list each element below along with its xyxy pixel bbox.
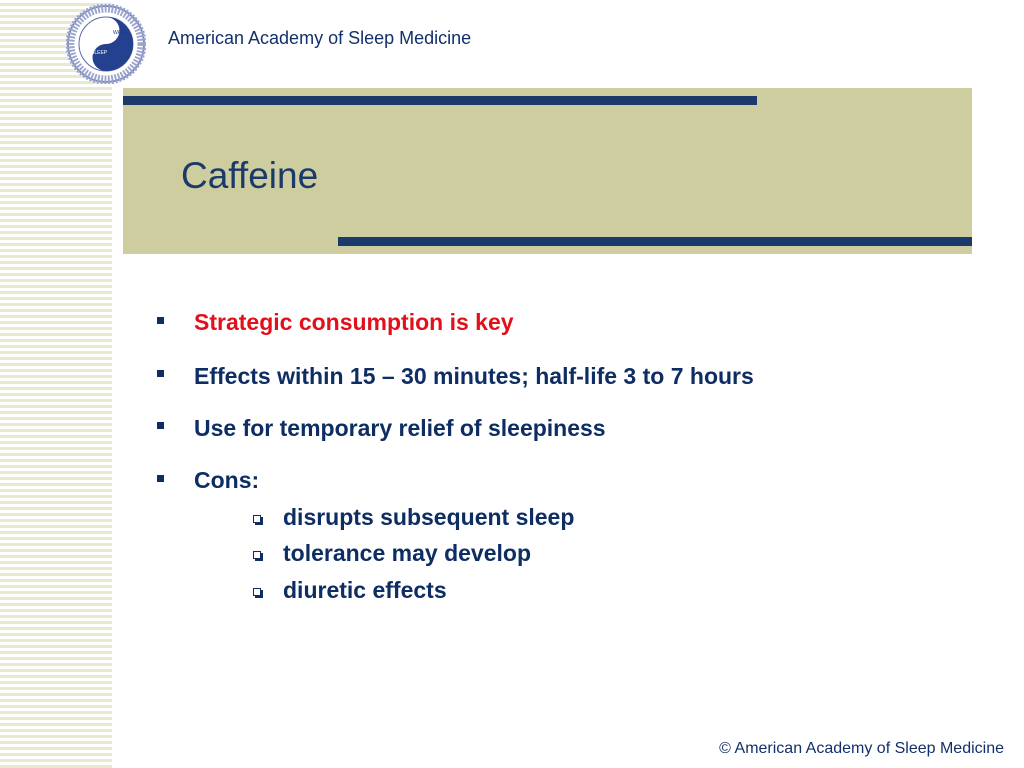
bullet-item: Strategic consumption is key [194, 309, 514, 335]
sub-bullet-item: disrupts subsequent sleep [283, 504, 575, 530]
sub-bullet-marker-icon [253, 515, 261, 523]
svg-text:SLEEP: SLEEP [91, 50, 108, 56]
bullet-item: Effects within 15 – 30 minutes; half-life 3 to 7 hours [194, 363, 754, 389]
organization-name: American Academy of Sleep Medicine [168, 28, 472, 48]
aasm-logo [66, 4, 146, 84]
slide-title: Caffeine [181, 155, 319, 196]
bullet-marker-icon [157, 370, 164, 377]
bullet-marker-icon [157, 475, 164, 482]
svg-text:WAKE: WAKE [113, 30, 128, 36]
bullet-item: Cons: [194, 467, 260, 493]
copyright-footer: © American Academy of Sleep Medicine [719, 740, 1004, 757]
sub-bullet-item: diuretic effects [283, 577, 447, 603]
bullet-item: Use for temporary relief of sleepiness [194, 415, 606, 441]
title-bar-top [123, 96, 757, 105]
striped-margin [0, 0, 112, 768]
sub-bullet-item: tolerance may develop [283, 540, 531, 566]
sub-bullet-marker-icon [253, 551, 261, 559]
bullet-marker-icon [157, 422, 164, 429]
bullet-marker-icon [157, 317, 164, 324]
sub-bullet-marker-icon [253, 588, 261, 596]
title-bar-bottom [338, 237, 972, 246]
aasm-seal-icon [66, 4, 146, 84]
